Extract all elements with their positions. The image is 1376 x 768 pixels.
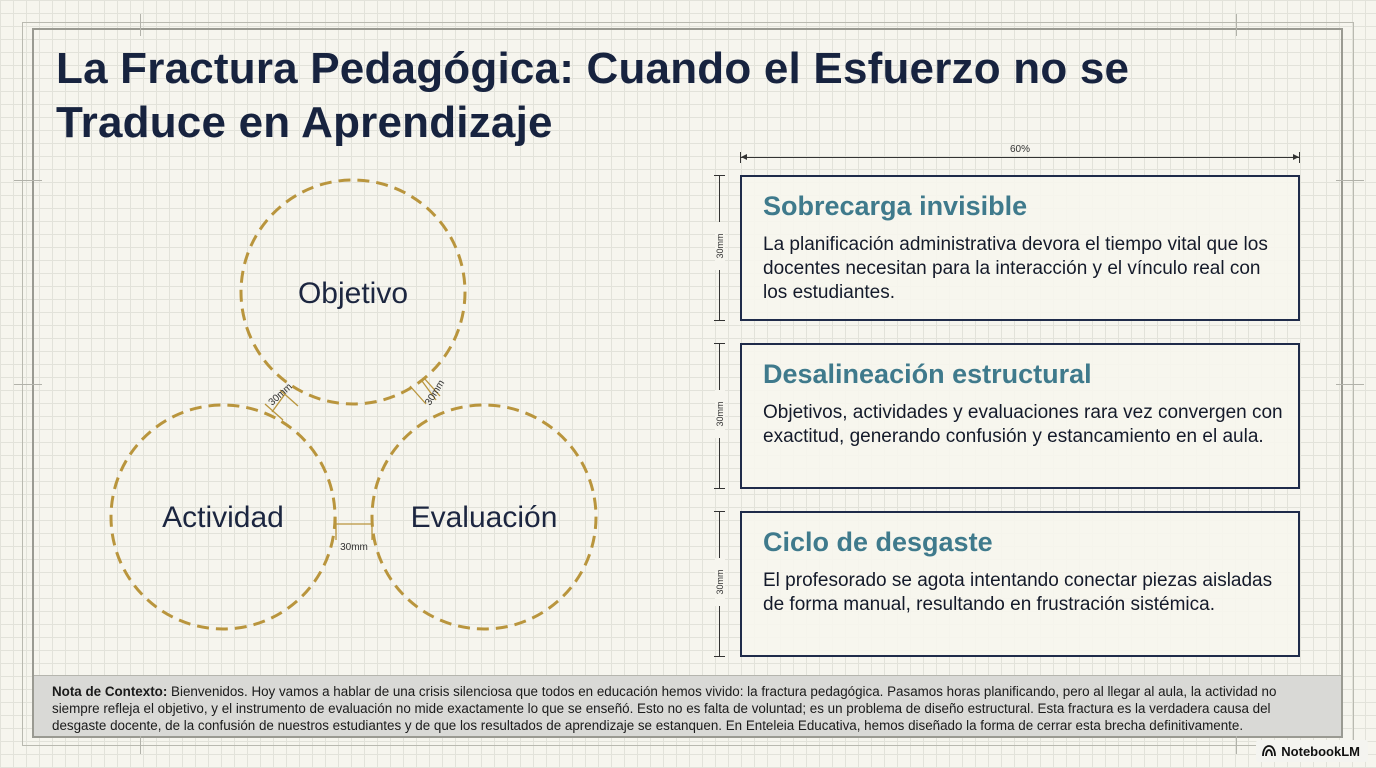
gap-label-left: 30mm bbox=[266, 381, 295, 409]
card-dimension-label: 30mm bbox=[715, 558, 725, 606]
card-dimension-label: 30mm bbox=[715, 390, 725, 438]
card-desalineacion bbox=[740, 343, 1300, 489]
card-dimension bbox=[706, 511, 734, 657]
card-text: El profesorado se agota intentando conectar piezas aisladas de forma manual, resultando en frustración sistémica. bbox=[763, 570, 1273, 615]
card-text: La planificación administrativa devora el tiempo vital que los docentes necesitan para la interacción y el vínculo real con los estudiantes. bbox=[763, 234, 1268, 303]
card-dimension bbox=[706, 343, 734, 489]
frame-tick bbox=[14, 180, 42, 181]
venn-label-evaluacion: Evaluación bbox=[410, 501, 558, 534]
card-sobrecarga bbox=[740, 175, 1300, 321]
width-dimension bbox=[740, 140, 1300, 170]
card-heading: Ciclo de desgaste bbox=[763, 527, 993, 557]
card-heading: Desalineación estructural bbox=[763, 359, 1092, 389]
frame-tick bbox=[1336, 384, 1364, 385]
arrow-left-icon bbox=[741, 154, 747, 160]
card-dimension bbox=[706, 175, 734, 321]
frame-tick bbox=[1236, 14, 1237, 36]
venn-label-objetivo: Objetivo bbox=[297, 277, 409, 310]
arrow-right-icon bbox=[1293, 154, 1299, 160]
brand-name: NotebookLM bbox=[1281, 743, 1360, 759]
gap-label-bottom: 30mm bbox=[340, 542, 368, 553]
notebooklm-logo-icon bbox=[1262, 745, 1276, 757]
card-text: Objetivos, actividades y evaluaciones rara vez convergen con exactitud, generando confusión y estancamiento en el aula. bbox=[763, 402, 1283, 447]
context-note-label: Nota de Contexto: bbox=[52, 684, 168, 699]
card-heading: Sobrecarga invisible bbox=[763, 191, 1028, 221]
frame-tick bbox=[14, 384, 42, 385]
frame-tick bbox=[140, 14, 141, 36]
width-dimension-line bbox=[740, 157, 1300, 158]
frame-tick bbox=[1336, 180, 1364, 181]
venn-diagram bbox=[100, 168, 620, 648]
gap-marker-bottom bbox=[336, 517, 372, 540]
context-note-text: Bienvenidos. Hoy vamos a hablar de una crisis silenciosa que todos en educación hemos vivido: la fractura pedagógica. Pasamos horas planificando, pero al llegar al aula, la actividad no siempre refleja el objetivo, y el instrumento de evaluación no mide exactamente lo que se enseñó. Esto no es falta de voluntad; es un problema de diseño estructural. Esta fractura es la verdadera causa del desgaste docente, de la confusión de nuestros estudiantes y de que los resultados de aprendizaje se estanquen. En Enteleia Educativa, hemos diseñado la forma de cerrar esta brecha definitivamente. bbox=[52, 684, 1277, 733]
venn-label-actividad: Actividad bbox=[162, 501, 284, 534]
gap-label-right: 30mm bbox=[423, 378, 448, 408]
slide-title: La Fractura Pedagógica: Cuando el Esfuerzo no se Traduce en Aprendizaje bbox=[56, 44, 1130, 147]
notebooklm-badge[interactable] bbox=[1256, 740, 1368, 762]
card-dimension-label: 30mm bbox=[715, 222, 725, 270]
width-dimension-label: 60% bbox=[1009, 144, 1030, 155]
context-note bbox=[34, 675, 1341, 736]
card-desgaste bbox=[740, 511, 1300, 657]
